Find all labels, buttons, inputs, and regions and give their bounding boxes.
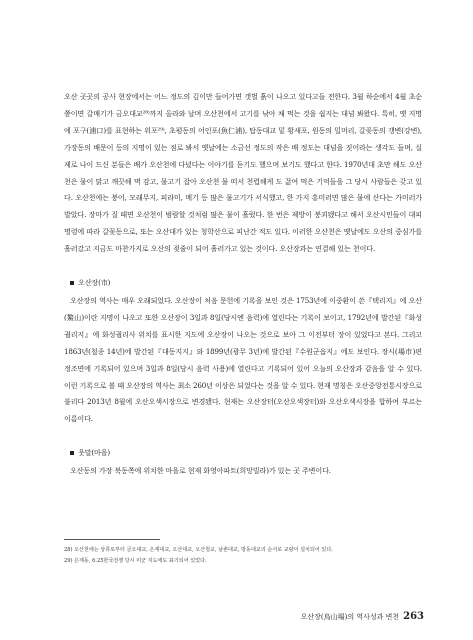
running-title: 오산장(烏山場)의 역사성과 변천 bbox=[300, 613, 400, 621]
footnote-29: 29) 은계동, 6.25한국전쟁 당시 미군 지도에도 표기되어 있었다. bbox=[64, 558, 207, 565]
bullet-square-icon bbox=[70, 451, 74, 455]
footnotes bbox=[64, 545, 424, 568]
page-number: 263 bbox=[403, 611, 424, 622]
footnote-divider bbox=[64, 539, 160, 540]
footnote-28: 28) 오산천에는 상류로부터 금오대교, 은계대교, 오산대교, 오산철교, 남촌대교, 방동대교의 순서로 교량이 설치되어 있다. bbox=[64, 547, 333, 553]
section-paragraph-market: 오산장의 역사는 매우 오래되었다. 오산장이 처음 문헌에 기록을 보인 것은 1753년에 이중환이 쓴『택리지』에 오산(鰲山)이란 지명이 나오고 또한 오산장이 3일과 8일(당시엔 음력)에 열린다는 기록이 보이고, 1792년에 발간된『화성궐리지』에 화성궐리사 위치를 표시한 지도에 오산장이 나오는 것으로 보아 그 이전부터 장이 있었다고 본다. 그리고 1863년(철종 14년)에 발간된『대동지지』와 1899년(광무 3년)에 발간된『수원군읍지』에도 보인다. 장시(場市)편 정조면에 기록되어 있으며 3일과 8일(당시 음력 사용)에 열린다고 기록되어 있어 오늘의 오산장과 같음을 알 수 있다. 이런 기록으로 볼 때 오산장의 역사는 최소 260년 이상은 되었다는 것을 알 수 있다. 현재 명칭은 오산중앙전통시장으로 불리다 2013년 8월에 오산오색시장으로 변경됐다. 현재는 오산장터(오산오색장터)와 오산오색시장을 합하여 부르는 이름이다. bbox=[64, 295, 422, 424]
bullet-square-icon bbox=[70, 281, 74, 285]
section-paragraph-village: 오산동의 가장 북동쪽에 위치한 마을로 현재 화영아파트(희망빌라)가 있는 곳 주변이다. bbox=[70, 466, 331, 476]
intro-paragraph: 오산 곳곳의 공사 현장에서는 어느 정도의 깊이만 들어가면 갯벌 흙이 나오고 있다고들 전한다. 3월 하순에서 4월 초순쯤이면 갈매기가 금오대교²⁸⁾까지 올라와 날며 오산천에서 고기를 낚아 채 먹는 것을 쉽지는 대넘 봐왔다. 특히, 옛 지명에 포구(浦口)를 표현하는 위포²⁹⁾, 초평동의 어인포(魚仁浦), 탑동대교 밑 황새포, 원동의 밀머리, 갈꽂동의 갱변(강변), 가장동의 배문이 등의 지명이 있는 점로 봐서 옛날에는 소금선 정도의 작은 배 정도는 대넘을 짓어라는 생각도 들며, 실제로 나이 드신 분들은 배가 오산천에 다녔다는 이야기를 듣기도 했으며 보기도 했다고 한다. 1970년대 초만 해도 오산천은 물이 맑고 깨끗해 멱 감고, 물고기 잡아 오산천 물 떠서 천렵해게 도 끓여 먹은 기억들을 그 당시 사람들은 갖고 있다. 오산천에는 붕어, 모래무지, 피라미, 메기 등 많은 물고기가 서식했고, 한 가지 흥미러면 많은 물에 산다는 가미러가 발았다. 장마가 질 때면 오산천이 범람할 것처럼 많은 물이 흘렀다. 한 번은 제방이 붕괴됐다고 해서 오산시민들이 대피 명령에 따라 갈꽂동으로, 또는 오산대가 있는 청학산으로 피난간 적도 있다. 이러한 오산천은 옛날에도 오산의 중심가를 흘러갔고 지금도 마찬가지로 오산의 젖줄이 되어 흘러가고 있는 것이다. 오산장과는 연결해 있는 천이다. bbox=[64, 92, 422, 254]
running-footer bbox=[268, 611, 424, 622]
body-text bbox=[64, 89, 422, 480]
section-heading-market: 오산장(市) bbox=[64, 275, 422, 292]
section-heading-village: 웃말(마을) bbox=[64, 445, 422, 462]
